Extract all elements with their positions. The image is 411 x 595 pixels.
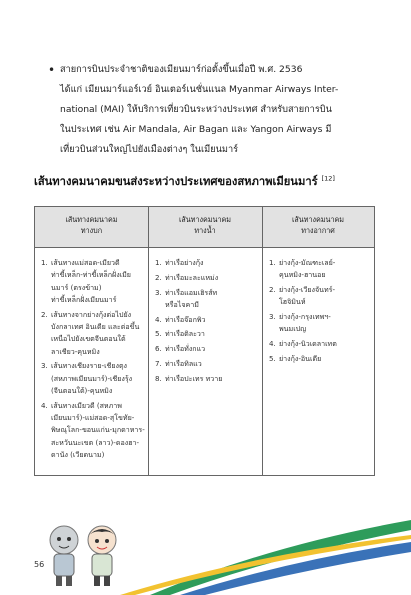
list-item: [155, 257, 259, 269]
list-item-text: หรือไจคามี: [165, 299, 199, 309]
list-item: [269, 284, 371, 309]
list-item-text: ท่าเรือมะละแหม่ง: [165, 272, 219, 282]
column-header-air: [262, 214, 374, 236]
list-item-text: ย่างกุ้ง-มัณฑะเลย์-: [279, 258, 336, 267]
list-item-number: 7.: [155, 359, 162, 369]
list-item-number: 6.: [155, 344, 162, 354]
bullet-icon: •: [48, 63, 56, 77]
paragraph-line: เที่ยวบินส่วนใหญ่ไปยังเมืองต่างๆ ในเมียนมาร์: [60, 144, 239, 155]
column-header-line: เส้นทางคมนาคม: [178, 215, 232, 224]
intro-paragraph: [48, 60, 376, 160]
list-item-text: ท่าขี้เหล็ก-ท่าขี้เหล็กฝั่งเมียนมาร์ (ตรงข้าม): [51, 270, 131, 292]
transport-routes-table: [34, 206, 375, 476]
list-item-text: ท่าเรือทั่งกแว: [165, 344, 206, 354]
list-item-text: บังกลาเทศ อินเดีย และต่อขึ้น: [51, 321, 140, 331]
water-routes-list: [155, 257, 259, 388]
list-item: [269, 311, 371, 336]
land-routes-list: [41, 257, 145, 464]
list-item-number: 2.: [155, 272, 162, 282]
paragraph-line: สายการบินประจำชาติของเมียนมาร์ก่อตั้งขึ้นเมื่อปี พ.ศ. 2536: [60, 64, 303, 75]
list-item-number: 3.: [155, 287, 162, 297]
list-item: [269, 353, 371, 365]
list-item: [155, 314, 259, 326]
list-item-text: เหนือไปยังเขตจีนตอนใต้: [51, 334, 126, 344]
list-item-text: เส้นทางจากย่างกุ้งต่อไปยัง: [51, 309, 132, 319]
list-item: [155, 343, 259, 355]
list-item: [155, 358, 259, 370]
list-item-number: 5.: [269, 354, 276, 364]
list-item-number: 4.: [155, 314, 162, 324]
list-item-number: 1.: [41, 258, 48, 267]
list-item-text: ย่างกุ้ง-นิวเดลาเทต: [279, 339, 337, 349]
column-header-line: เส้นทางคมนาคม: [291, 215, 345, 224]
reference-marker: [12]: [321, 174, 335, 183]
column-divider: [148, 207, 149, 475]
paragraph-line: ได้แก่ เมียนมาร์แอร์เวย์ อินเตอร์เนชั่นแนล Myanmar Airways Inter-: [60, 84, 339, 95]
list-item: [41, 309, 145, 358]
column-header-line: ทางอากาศ: [301, 226, 335, 235]
list-item-number: 4.: [41, 400, 48, 410]
paragraph-line: ในประเทศ เช่น Air Mandala, Air Bagan และ Yangon Airways มี: [60, 124, 332, 135]
list-item-text: พิษณุโลก-ขอนแก่น-มุกดาหาร-: [51, 425, 145, 435]
list-item: [269, 338, 371, 350]
list-item-text: ท่าเรือแอมเฮิรส์ท: [165, 287, 218, 297]
list-item-number: 3.: [41, 361, 48, 371]
list-item-text: เส้นทางเมียวดี (สหภาพ: [51, 400, 122, 410]
list-item-text: เส้นทางแม่สอด-เมียวดี: [51, 258, 120, 267]
list-item-text: เมียนมาร์)-แม่สอด-สุโขทัย-: [51, 413, 135, 423]
column-divider: [262, 207, 263, 475]
list-item-text: ท่าเรือปะเทร ทวาย: [165, 373, 223, 383]
air-routes-list: [269, 257, 371, 368]
list-item-number: 1.: [155, 258, 162, 267]
list-item-text: ท่าเรือติละวา: [165, 329, 205, 339]
list-item-number: 2.: [41, 309, 48, 319]
section-heading-text: เส้นทางคมนาคมขนส่งระหว่างประเทศของสหภาพเมียนมาร์: [34, 175, 318, 188]
list-item-text: ท่าเรือจ๊อกพิว: [165, 314, 206, 324]
list-item: [269, 257, 371, 282]
list-item-text: ย่างกุ้ง-อินเดีย: [279, 354, 322, 364]
page-number: 56: [34, 560, 45, 569]
column-header-line: เส้นทางคมนาคม: [65, 215, 118, 224]
list-item-text: (สหภาพเมียนมาร์)-เชียงรุ้ง: [51, 373, 133, 383]
section-heading: [34, 172, 374, 190]
list-item-text: คุนหมิง-ฮานอย: [279, 270, 326, 280]
list-item: [155, 328, 259, 340]
list-item-text: ดานัง (เวียดนาม): [51, 449, 105, 459]
paragraph-line: national (MAI) ให้บริการเที่ยวบินระหว่างประเทศ สำหรับสายการบิน: [60, 104, 332, 115]
list-item-number: 2.: [269, 285, 276, 295]
list-item-text: สะหวันนะเขต (ลาว)-ดองฮา-: [51, 437, 140, 447]
list-item-text: ย่างกุ้ง-เวียงจันทร์-: [279, 285, 336, 295]
list-item-text: ท่าเรือย่างกุ้ง: [165, 258, 204, 267]
list-item-number: 1.: [269, 258, 276, 267]
list-item-text: ท่าขี้เหล็กฝั่งเมียนมาร์: [51, 294, 117, 304]
list-item-number: 5.: [155, 329, 162, 339]
list-item-number: 4.: [269, 339, 276, 349]
list-item-text: (จีนตอนใต้)-คุนหมิง: [51, 385, 113, 395]
list-item: [155, 373, 259, 385]
column-header-land: [35, 214, 148, 236]
list-item-text: เส้นทางเชียงราย-เชียงตุง: [51, 361, 128, 371]
list-item-text: พนมเปญ: [279, 324, 307, 334]
list-item: [155, 272, 259, 284]
list-item: [41, 360, 145, 397]
list-item: [41, 400, 145, 461]
list-item-number: 8.: [155, 373, 162, 383]
column-header-line: ทางน้ำ: [194, 226, 216, 235]
list-item-text: ท่าเรือทิลแว: [165, 359, 202, 369]
list-item-text: ลาเชียว-คุนหมิง: [51, 346, 100, 356]
list-item: [155, 287, 259, 312]
list-item-text: ย่างกุ้ง-กรุงเทพฯ-: [279, 312, 331, 322]
list-item-number: 3.: [269, 312, 276, 322]
mascot-characters-illustration: [44, 522, 126, 588]
list-item: [41, 257, 145, 306]
list-item-text: โฮจิมินห์: [279, 297, 306, 307]
column-header-line: ทางบก: [80, 226, 103, 235]
column-header-water: [148, 214, 262, 236]
